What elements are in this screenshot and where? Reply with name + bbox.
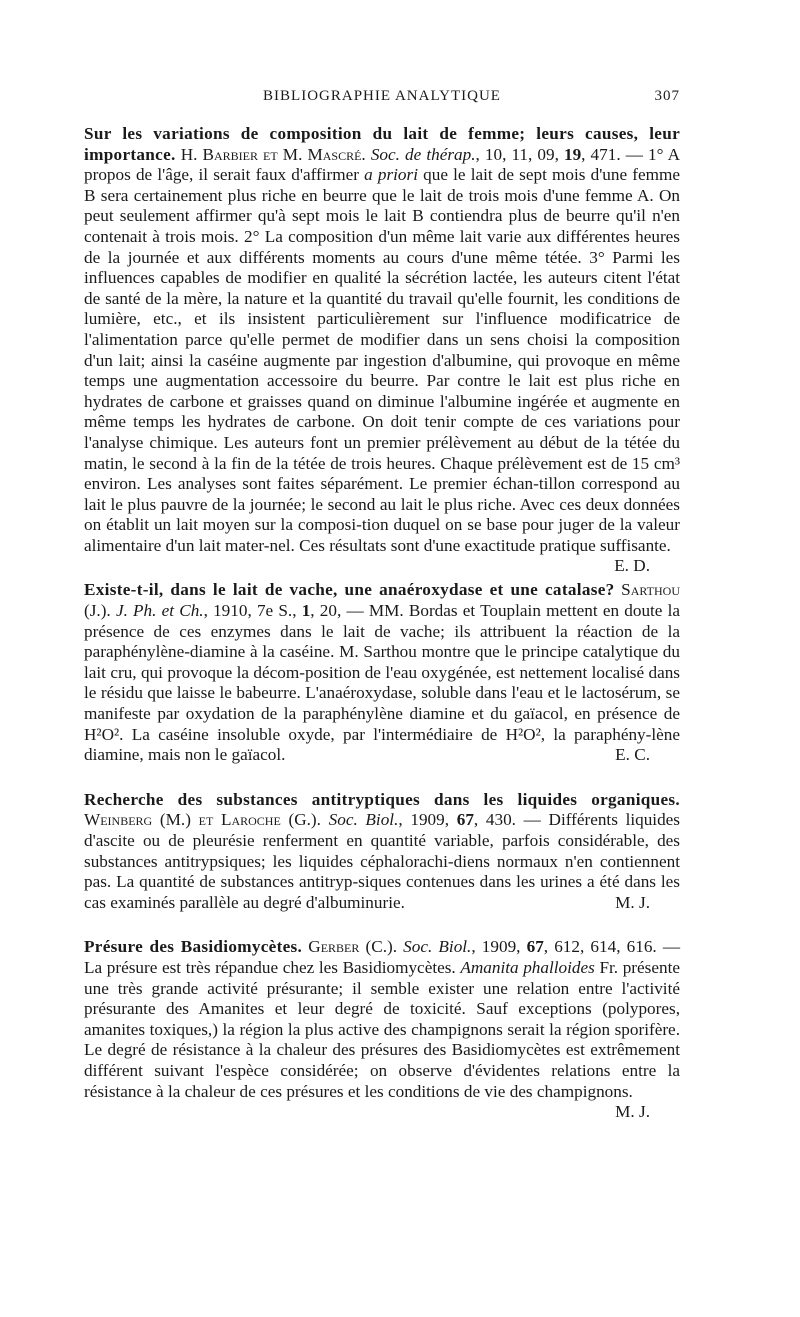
entry-volume: 19 (563, 144, 582, 164)
entry-italic-phrase: a priori (364, 165, 418, 185)
entry-pages: , 430. (473, 810, 516, 830)
entry-title: Présure des Basidiomycètes. (84, 937, 303, 957)
entry-body: que le lait de sept mois d'une femme B sera certainement plus riche en beurre que le lait de trois mois d'une femme A. On peut seulement affirmer qu'à sept mois le lait B contiendra plus de beurre qu'il n'en contenait à trois mois. 2° La composition d'un même lait varie aux différentes heures de la journée et aux différents moments au cours d'une même tétée. 3° Parmi les influences capables de modifier en qualité la sécrétion lactée, les auteurs citent l'état de santé de la mère, la nature et la quantité du travail qu'elle fournit, les conditions de lumière, etc., et ils insistent particulièrement sur l'influence modificatrice de l'alimentation parce qu'elle permet de modifier dans un sens choisi la composition d'un lait; ainsi la caséine augmente par ingestion d'albumine, qui provoque en même temps une augmentation accessoire du beurre. Par contre le lait est plus riche en hydrates de carbone et graisses quand on diminue l'albumine ingérée et augmente en même temps les hydrates de carbone. On doit tenir compte de ces variations pour l'analyse chimique. Les auteurs font un premier prélèvement au début de la tétée du matin, le second à la fin de la tétée de trois heures. Chaque prélèvement est de 15 cm³ environ. Les analyses sont faites séparément. Le premier échan-tillon correspond au lait le plus pauvre de la journée; le second au lait le plus riche. Avec ces deux données on établit un lait moyen sur la composi-tion duquel on se base pour juger de la valeur alimentaire d'un lait mater-nel. Ces résultats sont d'une exactitude pratique suffisante. (84, 165, 680, 555)
entry-signature: E. D. (614, 556, 650, 576)
entry-authors: Weinberg (M.) et Laroche (G.). (84, 810, 321, 830)
entry-citation: , 1909, (471, 937, 527, 957)
entry-body-lead: — 1° A propos de l'âge, il serait faux d'affirmer (84, 144, 681, 185)
page-number: 307 (654, 88, 680, 104)
abstract-entry-1 (84, 124, 681, 576)
running-head-title: BIBLIOGRAPHIE ANALYTIQUE (263, 88, 501, 104)
entry-journal: Soc. Biol. (403, 937, 472, 957)
abstract-entry-4 (84, 937, 681, 1122)
entry-pages: , 20, — (310, 601, 364, 621)
entry-italic-phrase: Amanita phalloides (460, 957, 595, 977)
entry-volume: 1 (301, 601, 311, 621)
entry-journal: Soc. Biol. (328, 810, 399, 830)
entry-journal: J. Ph. et Ch. (115, 601, 204, 621)
entry-volume: 67 (456, 810, 474, 830)
running-head (84, 88, 680, 110)
entry-title: Existe-t-il, dans le lait de vache, une anaéroxydase et une catalase? (84, 580, 615, 600)
journal-page (84, 88, 680, 1123)
entry-body: MM. Bordas et Touplain mettent en doute la présence de ces enzymes dans le lait de vache; ils attribuent la réaction de la paraphénylène-diamine à la caséine. M. Sarthou montre que le principe catalytique du lait cru, qui provoque la décom-position de l'eau oxygénée, est nettement localisé dans le résidu que laisse le babeurre. L'anaéroxydase, soluble dans l'eau et le lactosérum, se manifeste par oxydation de la paraphénylène diamine et du gaïacol, en présence de H²O². La caséine insoluble oxyde, par l'intermédiaire de H²O², la paraphény-lène diamine, mais non le gaïacol. (84, 601, 681, 765)
entry-journal: Soc. de thérap. (370, 144, 476, 164)
entry-authors: H. Barbier et M. Mascré. (180, 144, 366, 164)
entry-body: — Différents liquides d'ascite ou de pleurésie renferment en quantité variable, parfois considérable, des substances antitrypsiques; les liquides céphalorachi-diens normaux n'en contiennent pas. La quantité de substances antitryp-siques contenues dans les urines a été dans les cas examinés parallèle au degré d'albuminurie. (84, 810, 680, 912)
entry-pages: , 612, 614, 616. (543, 937, 657, 957)
entry-citation: , 1909, (398, 810, 457, 830)
entry-title: Recherche des substances antitryptiques dans les liquides organiques. (84, 789, 680, 809)
entry-body-lead: — La présure est très répandue chez les Basidiomycètes. (84, 937, 681, 977)
entry-authors: Gerber (C.). (308, 937, 398, 957)
entry-authors: Sarthou (J.). (84, 580, 680, 621)
entry-signature: M. J. (615, 1102, 650, 1122)
entry-body: Fr. présente une très grande activité présurante; il semble exister une relation entre l'activité présurante des Amanites et leur degré de toxicité. Sauf exceptions (polypores, amanites toxiques,) la région la plus active des champignons serait la région sporifère. Le degré de résistance à la chaleur des présures des Basidiomycètes est extrêmement différent suivant l'espèce considérée; on observe d'évidentes relations entre la résistance à la chaleur de ces présures et les conditions de vie des champignons. (84, 957, 680, 1101)
entry-citation: , 1910, 7e S., (203, 601, 302, 621)
abstract-entry-3 (84, 790, 680, 914)
abstract-entry-2 (84, 580, 680, 765)
entry-volume: 67 (526, 937, 544, 957)
entry-citation: , 10, 11, 09, (475, 144, 564, 164)
entry-title: Sur les variations de composition du lait de femme; leurs causes, leur importance. (84, 124, 680, 164)
entry-signature: M. J. (615, 892, 650, 912)
entry-pages: , 471. (581, 144, 621, 164)
entry-signature: E. C. (615, 745, 650, 765)
